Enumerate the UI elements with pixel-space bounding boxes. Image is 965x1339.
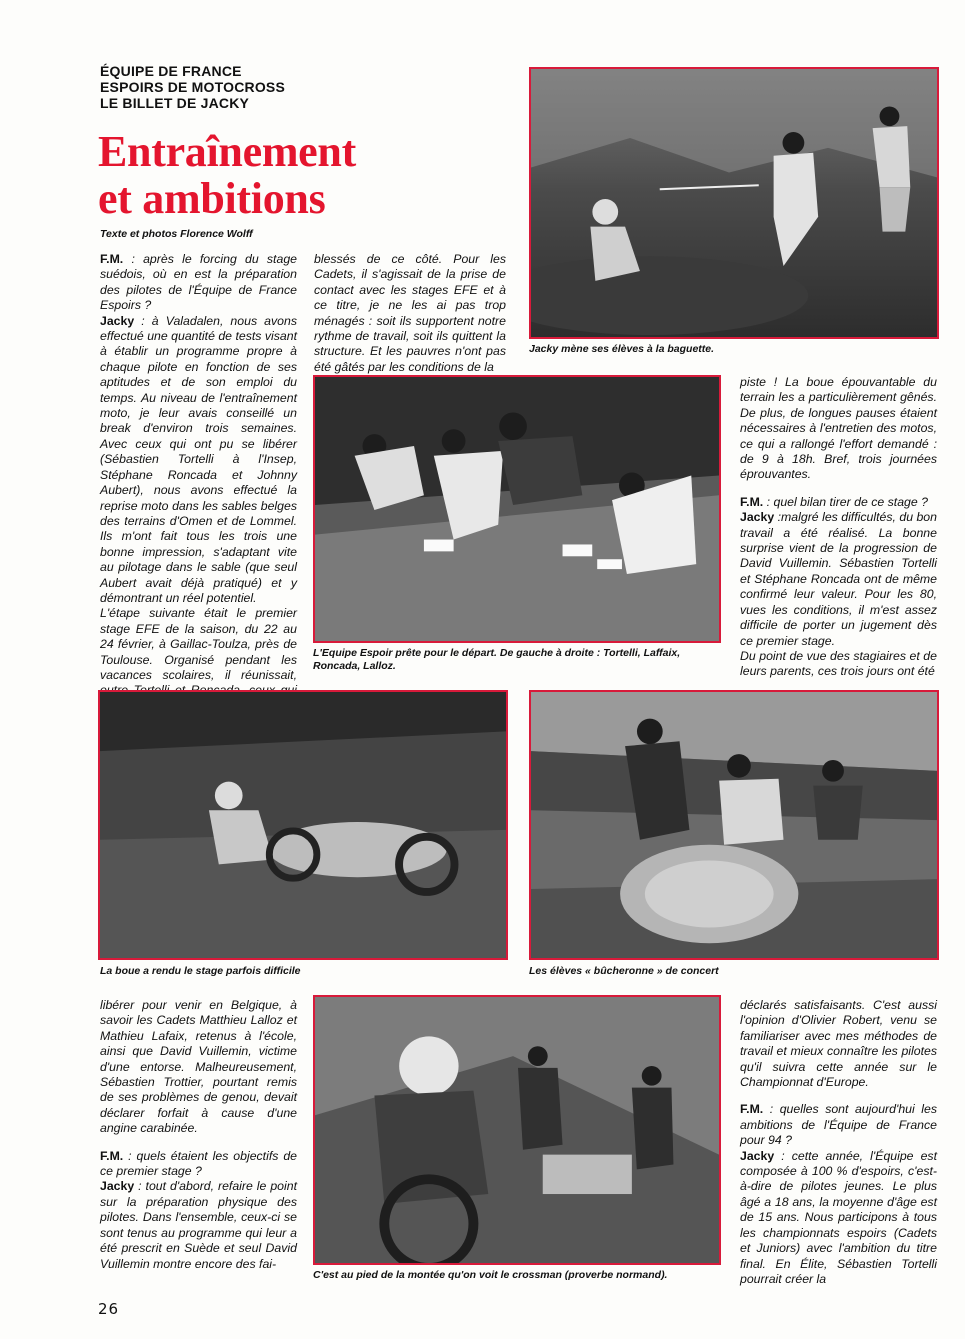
text-column-2-top (314, 252, 506, 375)
paragraph-text: Du point de vue des stagiaires et de leurs parents, ces trois jours ont été (740, 648, 937, 679)
paragraph-text: : à Valadalen, nous avons effectué une quantité de tests visant à établir un programme propre à chaque pilote en fonction de ses aptitudes et de son emploi du temps. Au niveau de l'entraînement moto, je leur avais conseillé un break d'environ trois semaines. Avec ceux qui ont pu se libérer (Sébastien Tortelli à l'Insep, Stéphane Roncada et Johnny Aubert), nous avons effectué la reprise moto dans les sables belges des terrains d'Omen et de Lommel. Ils m'ont fait tous les trois une bonne impression, s'adaptant vite au pilotage dans le sable (que seul Aubert avait déjà pratiqué) et y démontrant un réel potentiel. (100, 313, 297, 605)
paragraph-text: déclarés satisfaisants. C'est aussi l'opinion d'Olivier Robert, venu se familiariser avec mes méthodes de travail et mieux connaître les pilotes qu'il suivra cette année sur le Championnat d'Europe. (740, 998, 937, 1090)
photo-trainer-baguette (529, 67, 939, 339)
paragraph (740, 1102, 937, 1148)
paragraph (740, 375, 937, 483)
paragraph: blessés de ce côté. Pour les Cadets, il s'agissait de la prise de contact avec les stages EFE et à ce titre, je ne les ai pas trop ménagés : soit ils supportent notre rythme de travail, soit ils quittent la structure. Et les pauvres n'ont pas été gâtés par les conditions de la (314, 252, 506, 374)
byline: Texte et photos Florence Wolff (100, 228, 253, 240)
paragraph (740, 495, 937, 510)
speaker-label: F.M. (100, 252, 124, 266)
paragraph-text: : tout d'abord, refaire le point sur la préparation physique des pilotes. Dans l'ensemble, ceux-ci se sont tenus au programme qui leur a été prescrit en Suède et seul David Vuillemin montre encore des fai- (100, 1179, 297, 1271)
paragraph-text: : quels étaient les objectifs de ce premier stage ? (100, 1148, 297, 1179)
paragraph-text: : quel bilan tirer de ce stage ? (763, 494, 928, 509)
text-column-1-top (100, 252, 297, 714)
paragraph (100, 998, 297, 1137)
speaker-label: Jacky (100, 313, 135, 328)
paragraph-text: L'étape suivante était le premier stage EFE de la saison, du 22 au 24 février, à Gaillac-Toulza, près de Toulouse. Organisé pendant les vacances scolaires, il réunissait, (100, 606, 297, 682)
speaker-label: F.M. (740, 494, 764, 509)
text-column-1-bottom (100, 998, 297, 1272)
photo-mud-fall (98, 690, 508, 960)
kicker-line: LE BILLET DE JACKY (100, 95, 250, 111)
article-title (98, 128, 498, 222)
photo-caption: Les élèves « bûcheronne » de concert (529, 965, 719, 977)
paragraph-text: libérer pour venir en Belgique, à savoir les Cadets Matthieu Lalloz et Mathieu Lafaix, retenus à l'école, ainsi que David Vuillemin, victime d'une entorse. Malheureusement, Sébastien Trottier, pourtant remis de ses problèmes de genou, devait déclarer forfait à cause d'une angine carabinée. (100, 998, 297, 1136)
paragraph-text: : cette année, l'Équipe est composée à 100 % d'espoirs, c'est-à-dire de pilotes jeunes. Le plus âgé a 18 ans, la moyenne d'âge est de 15 ans. Nous participons à tous les championnats espoirs (Cadets et Juniors) avec l'ambition du titre final. En Élite, Sébastien Tortelli pourrait créer la (740, 1148, 937, 1286)
paragraph (740, 649, 937, 680)
text-column-3-bottom (740, 998, 937, 1287)
photo-hill-climb (313, 995, 721, 1265)
photo-log-carrying (529, 690, 939, 960)
speaker-label: F.M. (100, 1148, 124, 1163)
paragraph (740, 510, 937, 649)
photo-caption: La boue a rendu le stage parfois difficile (100, 965, 301, 977)
page-number: 26 (98, 1300, 120, 1318)
photo-team-start (313, 375, 721, 643)
paragraph (740, 1149, 937, 1288)
paragraph (100, 1149, 297, 1180)
speaker-label: Jacky (740, 510, 775, 525)
photo-caption: C'est au pied de la montée qu'on voit le crossman (proverbe normand). (313, 1269, 668, 1281)
text-column-3-top (740, 375, 937, 680)
speaker-label: F.M. (740, 1102, 764, 1117)
paragraph (100, 252, 297, 314)
paragraph-text: :malgré les difficultés, du bon travail a été réalisé. La bonne surprise vient de la progression de David Vuillemin. Sébastien Tortelli et Stéphane Roncada ont de même confirmé leur valeur. Pour les 80, vues les conditions, il m'est assez difficile de porter un jugement dès ce premier stage. (740, 510, 937, 648)
photo-caption: L'Equipe Espoir prête pour le départ. De gauche à droite : Tortelli, Laffaix, Roncada, Lalloz. (313, 647, 681, 672)
kicker-line: ESPOIRS DE MOTOCROSS (100, 79, 285, 95)
paragraph-text: : quelles sont aujourd'hui les ambitions de l'Équipe de France pour 94 ? (740, 1102, 937, 1148)
speaker-label: Jacky (100, 1179, 135, 1194)
title-line: Entraînement (98, 127, 356, 176)
paragraph-text: piste ! La boue épouvantable du terrain les a particulièrement gênés. De plus, de longues pauses étaient nécessaires à l'entretien des motos, ce qui a rallongé l'effort demandé : de 9 à 18h. Bref, trois journées éprouvantes. (740, 375, 937, 482)
speaker-label: Jacky (740, 1148, 775, 1163)
kicker-line: ÉQUIPE DE FRANCE (100, 63, 242, 79)
article-kicker (100, 63, 500, 111)
paragraph-text: : après le forcing du stage suédois, où en est la préparation des pilotes de l'Équipe de France Espoirs ? (100, 252, 297, 313)
photo-caption: Jacky mène ses élèves à la baguette. (529, 343, 715, 355)
paragraph (100, 314, 297, 607)
paragraph (740, 998, 937, 1090)
title-line: et ambitions (98, 174, 326, 223)
paragraph (100, 1179, 297, 1271)
